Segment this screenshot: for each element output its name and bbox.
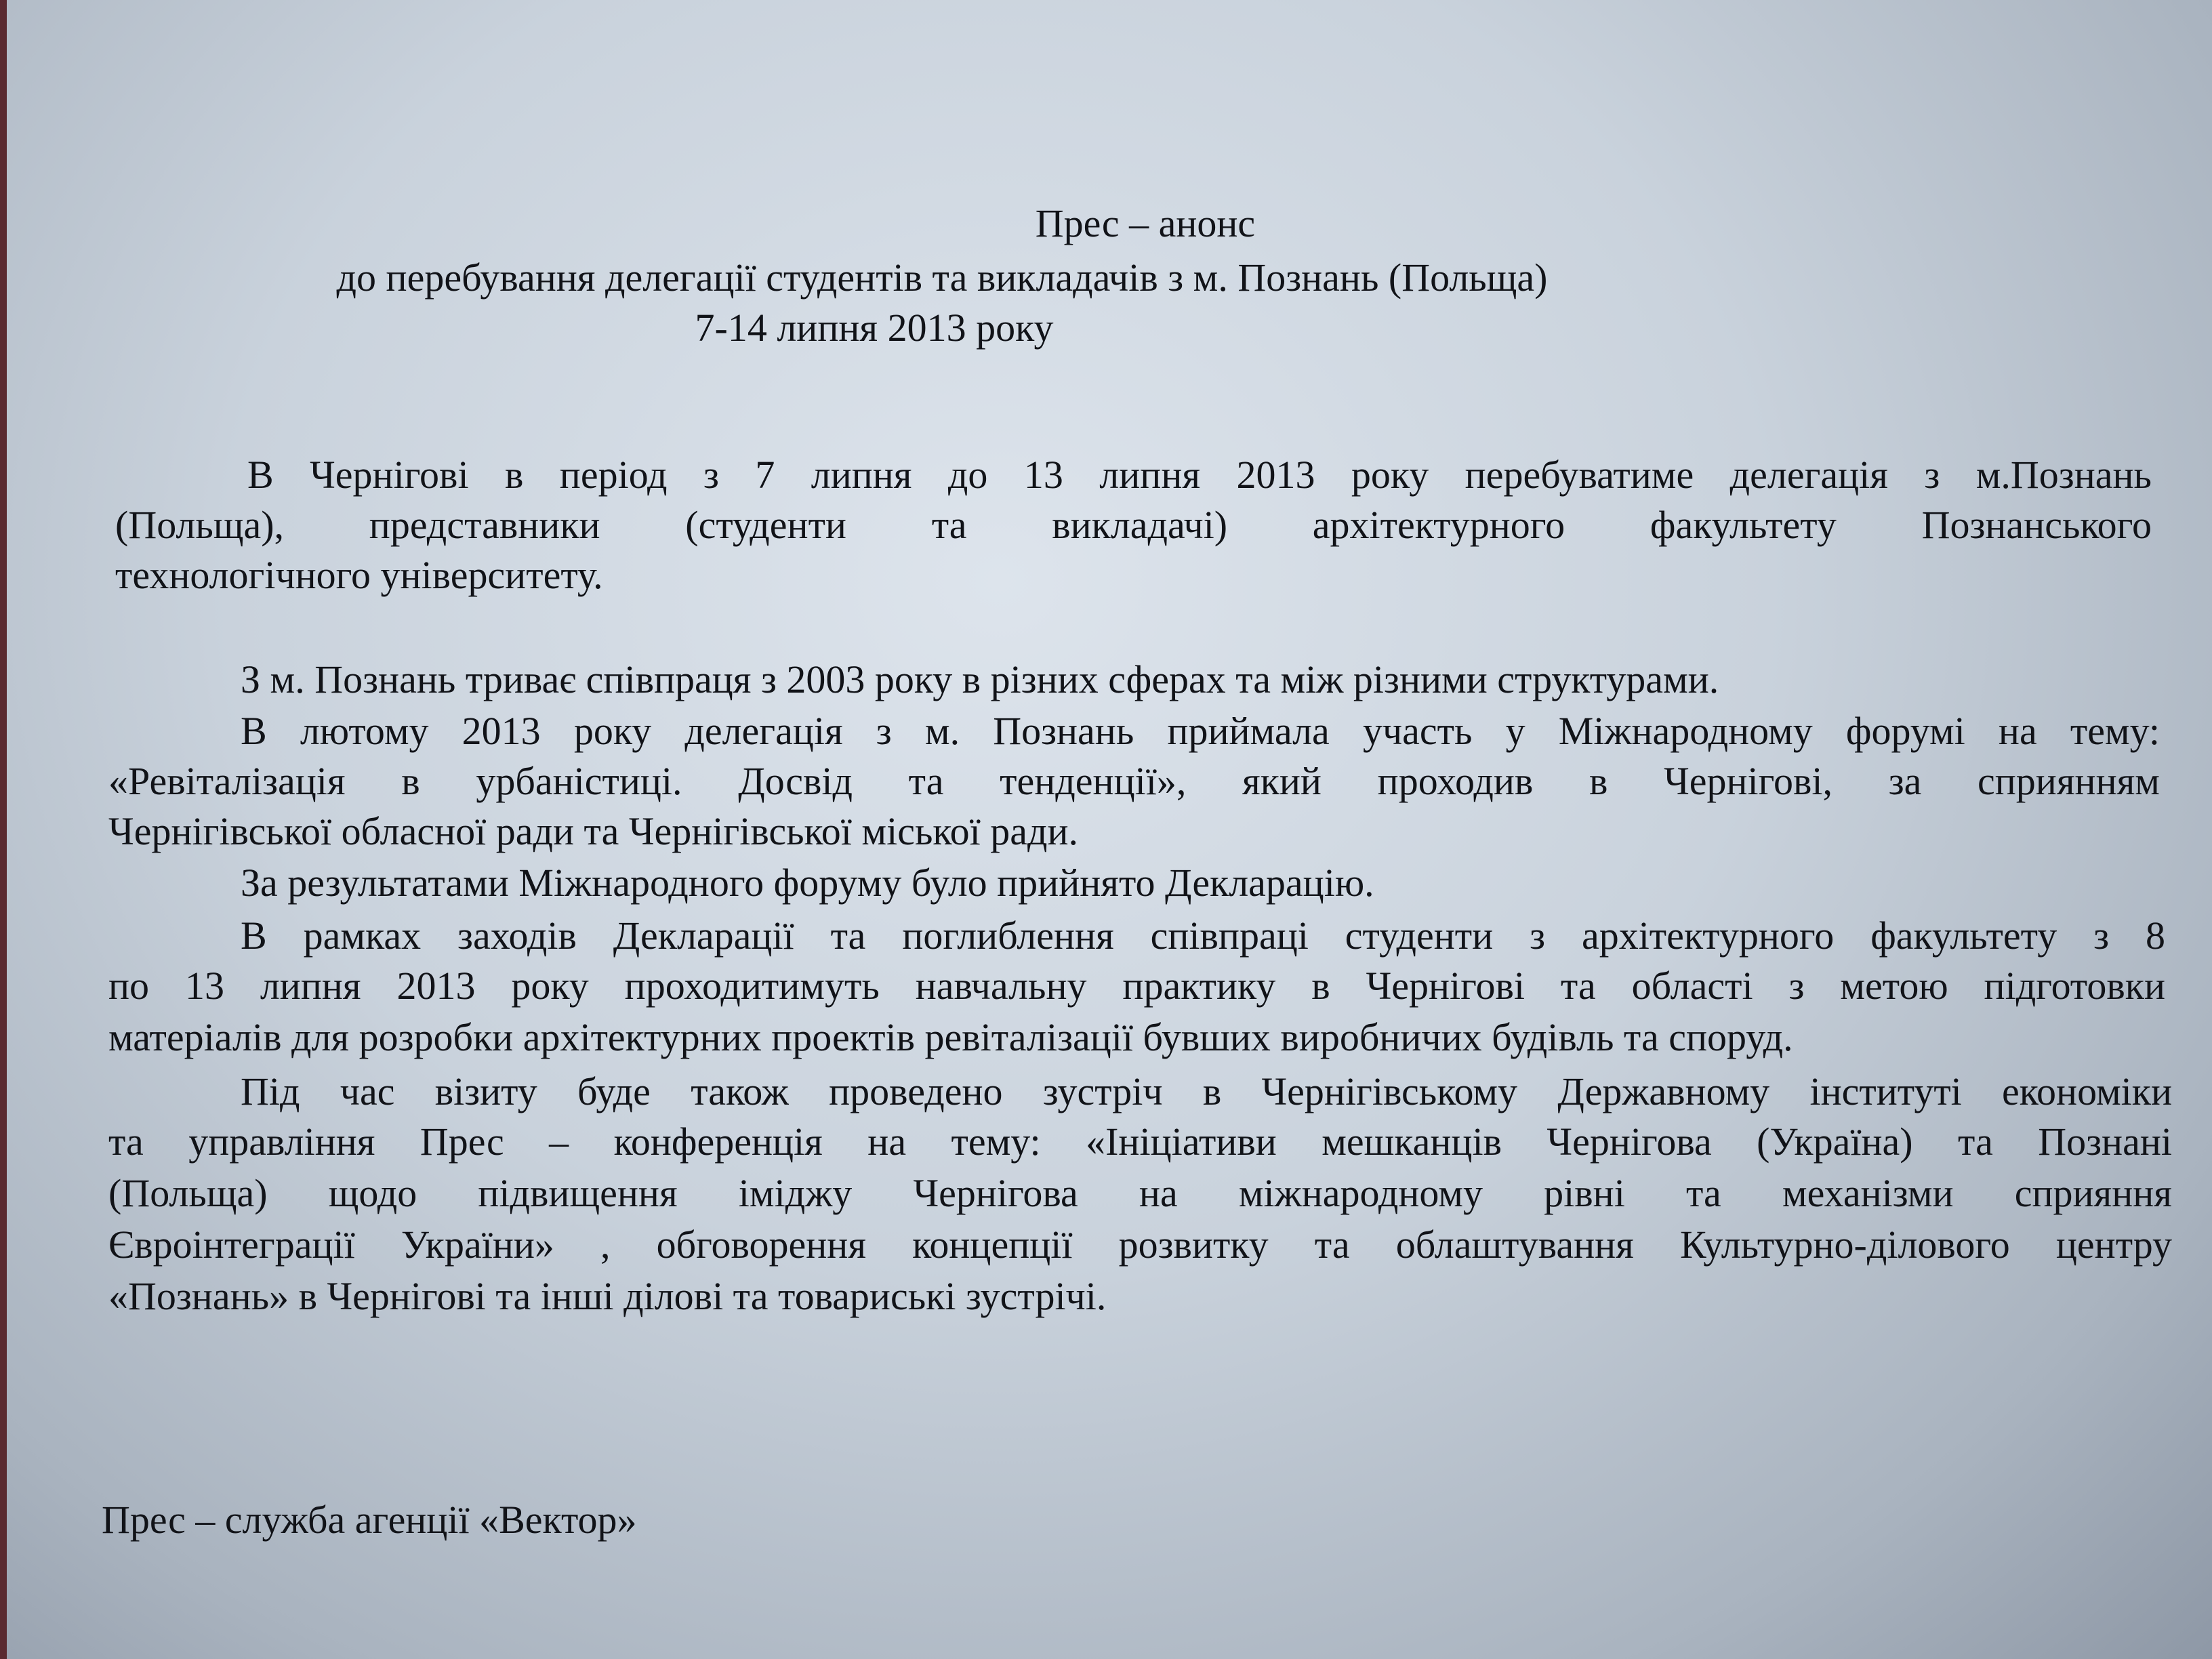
document-title: Прес – анонс	[1035, 201, 1256, 245]
paragraph-line: В Чернігові в період з 7 липня до 13 липня 2013 року перебуватиме делегація з м.Познань	[247, 453, 2152, 497]
document-dates: 7-14 липня 2013 року	[695, 306, 1054, 350]
paragraph-line: В лютому 2013 року делегація з м. Познань приймала участь у Міжнародному форумі на тему:	[241, 709, 2160, 753]
signature: Прес – служба агенції «Вектор»	[102, 1498, 637, 1542]
document-subtitle: до перебування делегації студентів та викладачів з м. Познань (Польща)	[336, 255, 1548, 300]
paragraph-line: За результатами Міжнародного форуму було прийнято Декларацію.	[241, 861, 1374, 905]
paragraph-line: «Познань» в Чернігові та інші ділові та товариські зустрічі.	[108, 1274, 1107, 1318]
paragraph-line: та управління Прес – конференція на тему: «Ініціативи мешканців Чернігова (Україна) та Познані	[108, 1120, 2172, 1164]
paragraph-line: Євроінтеграції України» , обговорення концепції розвитку та облаштування Культурно-ділового центру	[108, 1223, 2172, 1267]
paragraph-line: технологічного університету.	[115, 553, 603, 597]
paragraph-line: «Ревіталізація в урбаністиці. Досвід та тенденції», який проходив в Чернігові, за сприянням	[108, 759, 2160, 803]
paragraph-line: матеріалів для розробки архітектурних проектів ревіталізації бувших виробничих будівль та споруд.	[108, 1015, 1793, 1059]
paragraph-line: по 13 липня 2013 року проходитимуть навчальну практику в Чернігові та області з метою підготовки	[108, 964, 2165, 1008]
paragraph-line: Чернігівської обласної ради та Чернігівської міської ради.	[108, 809, 1079, 853]
paragraph-line: В рамках заходів Декларації та поглиблення співпраці студенти з архітектурного факультету з 8	[241, 914, 2165, 958]
paragraph-line: Під час візиту буде також проведено зустріч в Чернігівському Державному інституті економіки	[241, 1069, 2172, 1113]
paragraph-line: З м. Познань триває співпраця з 2003 року в різних сферах та між різними структурами.	[241, 657, 1719, 701]
paragraph-line: (Польща), представники (студенти та викладачі) архітектурного факультету Познанського	[115, 503, 2152, 547]
document-page	[7, 0, 2212, 1659]
paragraph-line: (Польща) щодо підвищення іміджу Чернігова на міжнародному рівні та механізми сприяння	[108, 1171, 2172, 1215]
